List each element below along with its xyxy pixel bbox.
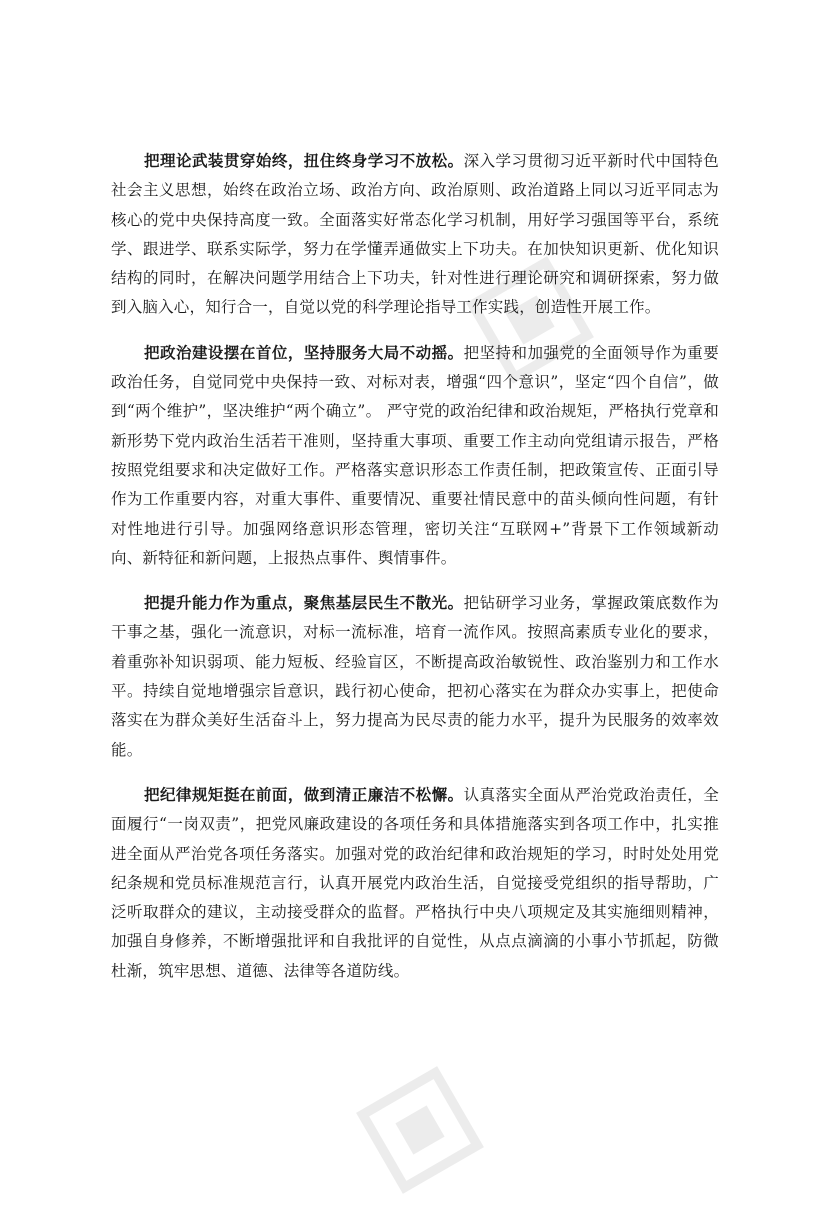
document-body	[111, 146, 719, 1001]
paragraph-text: 认真落实全面从严治党政治责任，全面履行“一岗双责”，把党风廉政建设的各项任务和具体措施落实到各项工作中，扎实推进全面从严治党各项任务落实。加强对党的政治纪律和政治规矩的学习，时时处处用党纪条规和党员标准规范言行，认真开展党内政治生活，自觉接受党组织的指导帮助，广泛听取群众的建议，主动接受群众的监督。严格执行中央八项规定及其实施细则精神，加强自身修养，不断增强批评和自我批评的自觉性，从点点滴滴的小事小节抓起，防微杜渐，筑牢思想、道德、法律等各道防线。	[111, 785, 719, 980]
paragraph-text: 把钻研学习业务，掌握政策底数作为干事之基，强化一流意识，对标一流标准，培育一流作风。按照高素质专业化的要求，着重弥补知识弱项、能力短板、经验盲区，不断提高政治敏锐性、政治鉴别力和工作水平。持续自觉地增强宗旨意识，践行初心使命，把初心落实在为群众办实事上，把使命落实在为群众美好生活奋斗上，努力提高为民尽责的能力水平，提升为民服务的效率效能。	[111, 594, 719, 759]
paragraph-heading: 把提升能力作为重点，聚焦基层民生不散光。	[144, 593, 464, 613]
paragraph-text: 深入学习贯彻习近平新时代中国特色社会主义思想，始终在政治立场、政治方向、政治原则、政治道路上同以习近平同志为核心的党中央保持高度一致。全面落实好常态化学习机制，用好学习强国等平台，系统学、跟进学、联系实际学，努力在学懂弄通做实上下功夫。在加快知识更新、优化知识结构的同时，在解决问题学用结合上下功夫，针对性进行理论研究和调研探索，努力做到入脑入心，知行合一，自觉以党的科学理论指导工作实践，创造性开展工作。	[111, 152, 719, 317]
paragraph-heading: 把政治建设摆在首位，坚持服务大局不动摇。	[144, 342, 464, 362]
paragraph-heading: 把纪律规矩挺在前面，做到清正廉洁不松懈。	[144, 784, 464, 804]
paragraph-heading: 把理论武装贯穿始终，扭住终身学习不放松。	[144, 151, 464, 170]
watermark-logo-icon	[338, 1048, 502, 1212]
paragraph-discipline	[111, 780, 719, 986]
paragraph-ability	[111, 588, 719, 765]
paragraph-text: 把坚持和加强党的全面领导作为重要政治任务，自觉同党中央保持一致、对标对表，增强“四个意识”，坚定“四个自信”，做到“两个维护”，坚决维护“两个确立”。 严守党的政治纪律和政治规矩，严格执行党章和新形势下党内政治生活若干准则，坚持重大事项、重要工作主动向党组请示报告，严格按照党组要求和决定做好工作。严格落实意识形态工作责任制，把政策宣传、正面引导作为工作重要内容，对重大事件、重要情况、重要社情民意中的苗头倾向性问题，有针对性地进行引导。加强网络意识形态管理，密切关注“互联网+”背景下工作领域新动向、新特征和新问题，上报热点事件、舆情事件。	[111, 343, 719, 567]
paragraph-theory	[111, 146, 719, 323]
paragraph-politics	[111, 338, 719, 573]
